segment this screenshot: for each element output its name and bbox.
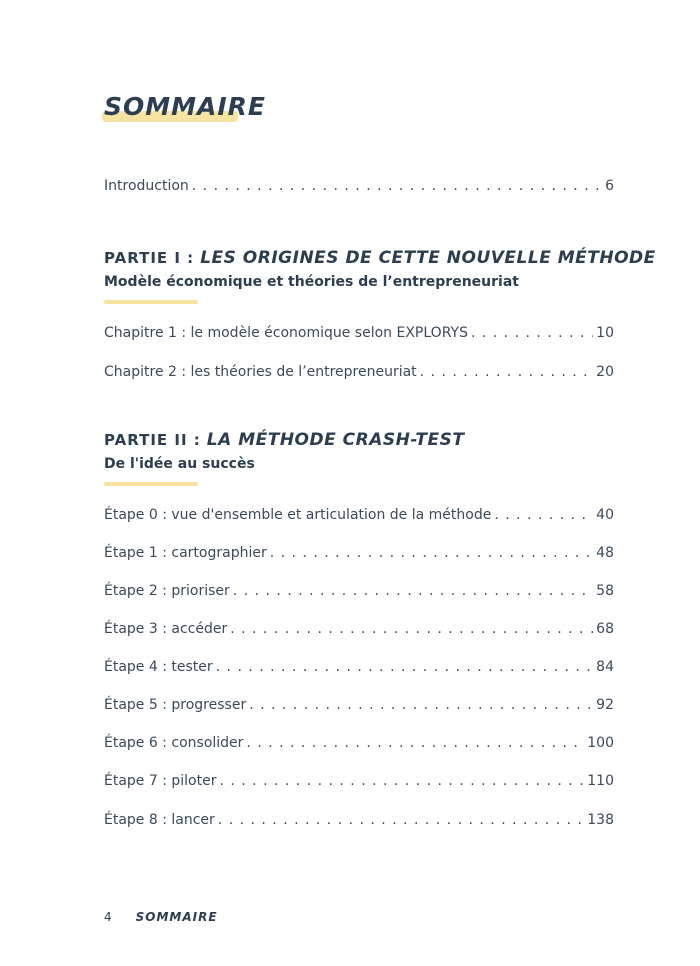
dot-leader [270, 545, 593, 561]
toc-entry-label: Chapitre 1 : le modèle économique selon EXPLORYS [104, 325, 468, 341]
toc-entry-page: 100 [587, 735, 614, 751]
dot-leader [233, 583, 593, 599]
toc-entry-introduction[interactable] [104, 178, 614, 198]
toc-entry-label: Chapitre 2 : les théories de l’entrepreneuriat [104, 364, 417, 380]
part-2-rule [104, 482, 198, 486]
dot-leader [219, 773, 584, 789]
footer-title: SOMMAIRE [135, 910, 218, 924]
dot-leader [230, 621, 593, 637]
toc-entry-etape-1[interactable] [104, 545, 614, 565]
toc-entry-label: Étape 5 : progresser [104, 697, 247, 713]
toc-entry-etape-6[interactable] [104, 735, 614, 755]
toc-entry-label: Étape 7 : piloter [104, 773, 217, 789]
part-2-subtitle: De l'idée au succès [104, 456, 255, 472]
toc-entry-label: Étape 6 : consolider [104, 735, 244, 751]
dot-leader [420, 364, 594, 380]
part-1-rule [104, 300, 198, 304]
toc-entry-page: 110 [587, 773, 614, 789]
dot-leader [216, 659, 594, 675]
part-2-heading [104, 430, 464, 450]
footer-page-number: 4 [104, 910, 112, 924]
toc-entry-etape-5[interactable] [104, 697, 614, 717]
part-1-title: LES ORIGINES DE CETTE NOUVELLE MÉTHODE [200, 248, 656, 268]
page-title: SOMMAIRE [104, 92, 266, 121]
dot-leader [249, 697, 593, 713]
toc-entry-label: Étape 8 : lancer [104, 812, 215, 828]
toc-entry-page: 6 [605, 178, 614, 194]
toc-entry-page: 68 [596, 621, 614, 637]
toc-entry-etape-3[interactable] [104, 621, 614, 641]
page-footer [104, 910, 218, 924]
part-1-heading [104, 248, 656, 268]
toc-entry-page: 138 [587, 812, 614, 828]
dot-leader [192, 178, 602, 194]
part-2-title: LA MÉTHODE CRASH-TEST [206, 430, 465, 450]
toc-entry-label: Étape 3 : accéder [104, 621, 228, 637]
toc-entry-chapitre-1[interactable] [104, 325, 614, 345]
toc-entry-label: Étape 1 : cartographier [104, 545, 267, 561]
dot-leader [246, 735, 584, 751]
toc-entry-chapitre-2[interactable] [104, 364, 614, 384]
toc-entry-etape-2[interactable] [104, 583, 614, 603]
dot-leader [471, 325, 593, 341]
dot-leader [494, 507, 593, 523]
dot-leader [218, 812, 584, 828]
toc-entry-etape-0[interactable] [104, 507, 614, 527]
toc-entry-etape-7[interactable] [104, 773, 614, 793]
toc-entry-page: 84 [596, 659, 614, 675]
toc-entry-page: 20 [596, 364, 614, 380]
part-1-subtitle: Modèle économique et théories de l’entrepreneuriat [104, 274, 519, 290]
toc-entry-label: Étape 2 : prioriser [104, 583, 230, 599]
toc-entry-etape-8[interactable] [104, 812, 614, 832]
part-2-label: PARTIE II : [104, 431, 201, 449]
page-title-block [104, 92, 266, 121]
part-1-label: PARTIE I : [104, 249, 195, 267]
toc-entry-page: 58 [596, 583, 614, 599]
toc-entry-page: 40 [596, 507, 614, 523]
toc-entry-label: Étape 4 : tester [104, 659, 213, 675]
toc-entry-label: Étape 0 : vue d'ensemble et articulation de la méthode [104, 507, 492, 523]
toc-entry-label: Introduction [104, 178, 189, 194]
toc-entry-page: 48 [596, 545, 614, 561]
toc-entry-page: 10 [596, 325, 614, 341]
toc-entry-page: 92 [596, 697, 614, 713]
toc-entry-etape-4[interactable] [104, 659, 614, 679]
